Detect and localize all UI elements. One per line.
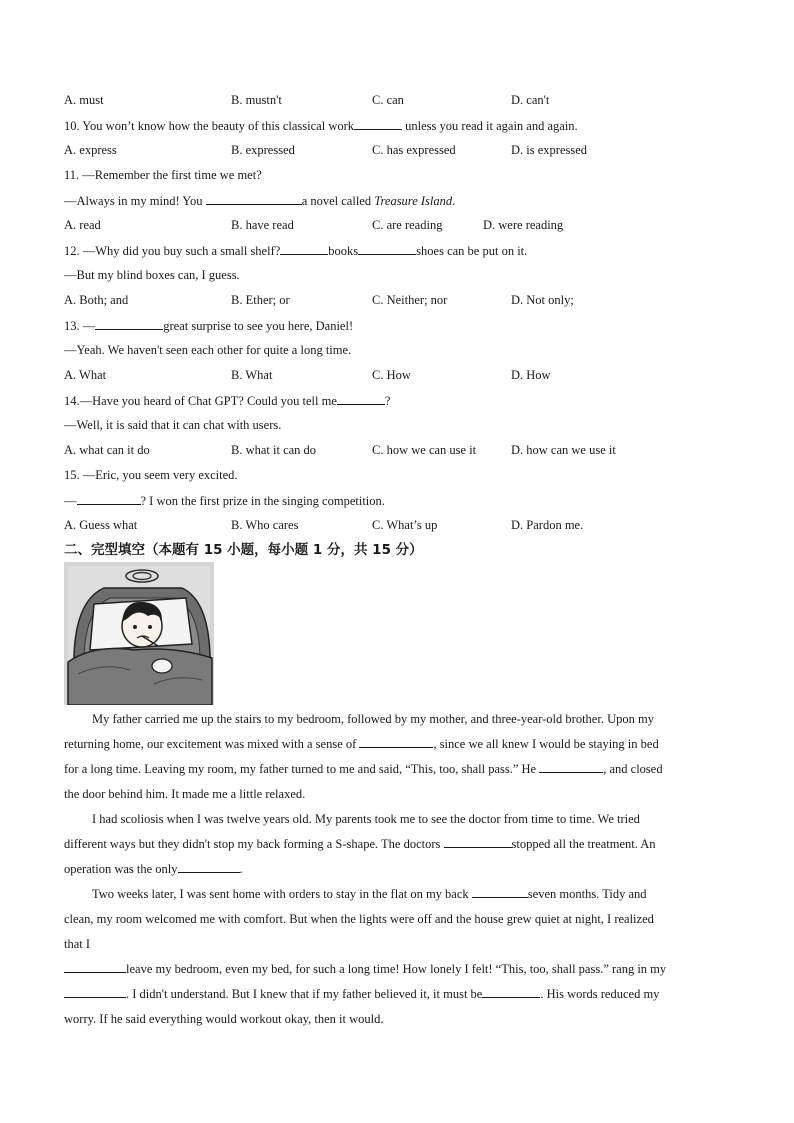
- q11-line1: 11. —Remember the first time we met?: [64, 168, 262, 182]
- q12-blank-1[interactable]: [280, 242, 328, 255]
- cloze-blank-8[interactable]: [482, 985, 540, 998]
- q10-text-b: unless you read it again and again.: [402, 119, 578, 133]
- q13-option-b: B. What: [231, 368, 273, 382]
- section-2-title: 二、完型填空（本题有 15 小题，每小题 1 分，共 15 分）: [64, 542, 423, 558]
- sick-child-illustration: [64, 562, 214, 705]
- q9-option-b: B. mustn't: [231, 93, 282, 107]
- passage-p2-text-a: different ways but they didn't stop my back forming a S-shape. The doctors: [64, 837, 444, 851]
- passage-paragraph-1: [64, 707, 730, 807]
- q14-line2: —Well, it is said that it can chat with users.: [64, 418, 282, 432]
- passage-p3-line-5: [64, 982, 730, 1007]
- q10-stem: [64, 117, 578, 134]
- q11-blank[interactable]: [206, 192, 302, 205]
- passage-p3-text-a: Two weeks later, I was sent home with orders to stay in the flat on my back: [92, 887, 472, 901]
- q14-option-d: D. how can we use it: [511, 443, 616, 457]
- q11-option-d: D. were reading: [483, 218, 564, 232]
- q12-blank-2[interactable]: [358, 242, 416, 255]
- passage-paragraph-2: [64, 807, 730, 882]
- q12-option-b: B. Ether; or: [231, 293, 290, 307]
- passage-p2-line-2: [64, 832, 730, 857]
- q14-option-a: A. what can it do: [64, 443, 150, 457]
- q13-line2: —Yeah. We haven't seen each other for quite a long time.: [64, 343, 352, 357]
- passage-p2-line-3: [64, 857, 730, 882]
- q15-text-a: —: [64, 494, 77, 508]
- q15-option-c: C. What’s up: [372, 518, 438, 532]
- q13-option-c: C. How: [372, 368, 411, 382]
- passage-p3-text-b: seven months. Tidy and: [527, 887, 647, 901]
- cloze-blank-4[interactable]: [178, 860, 240, 873]
- passage-p2-line-1: I had scoliosis when I was twelve years old. My parents took me to see the doctor from time to time. We tried: [92, 812, 640, 826]
- q10-option-d: D. is expressed: [511, 143, 588, 157]
- passage-p2-text-c: operation was the only: [64, 862, 178, 876]
- q14-text-b: ?: [384, 394, 391, 408]
- passage-p3-line-1: [64, 882, 730, 907]
- passage-p3-line-3: that I: [64, 937, 91, 951]
- q13-text-a: 13. —: [64, 319, 96, 333]
- q11-option-c: C. are reading: [372, 218, 443, 232]
- q15-text-b: ? I won the first prize in the singing competition.: [140, 494, 385, 508]
- passage-p1-text-c: for a long time. Leaving my room, my father turned to me and said, “This, too, shall pass.” He: [64, 762, 540, 776]
- q12-text-c: shoes can be put on it.: [416, 244, 528, 258]
- passage-paragraph-3: [64, 882, 730, 1032]
- cloze-blank-5[interactable]: [472, 885, 528, 898]
- q14-blank[interactable]: [337, 392, 385, 405]
- cloze-blank-2[interactable]: [539, 760, 603, 773]
- passage-p1-line-4: the door behind him. It made me a little relaxed.: [64, 787, 306, 801]
- q12-line1: [64, 242, 527, 259]
- q10-option-a: A. express: [64, 143, 117, 157]
- q11-text-b: a novel called: [301, 194, 375, 208]
- q11-book-title: Treasure Island: [374, 194, 453, 208]
- q9-option-c: C. can: [372, 93, 404, 107]
- q15-option-d: D. Pardon me.: [511, 518, 584, 532]
- q11-text-c: .: [452, 194, 456, 208]
- q14-line1: [64, 392, 390, 409]
- passage-p3-text-c: leave my bedroom, even my bed, for such a long time! How lonely I felt! “This, too, shall pass.” rang in my: [126, 962, 667, 976]
- q10-blank[interactable]: [354, 117, 402, 130]
- q14-option-b: B. what it can do: [231, 443, 317, 457]
- q13-option-d: D. How: [511, 368, 551, 382]
- q13-line1: [64, 317, 353, 334]
- q12-text-a: 12. —Why did you buy such a small shelf?: [64, 244, 281, 258]
- passage-p3-line-2: clean, my room welcomed me with comfort. But when the lights were off and the house grew quiet at night, I realized: [64, 912, 654, 926]
- q15-option-a: A. Guess what: [64, 518, 138, 532]
- q12-option-a: A. Both; and: [64, 293, 129, 307]
- cloze-blank-6[interactable]: [64, 960, 126, 973]
- q15-line1: 15. —Eric, you seem very excited.: [64, 468, 238, 482]
- passage-p3-line-4: [64, 957, 730, 982]
- passage-p1-text-d: , and closed: [603, 762, 663, 776]
- q11-option-b: B. have read: [231, 218, 294, 232]
- q10-option-c: C. has expressed: [372, 143, 456, 157]
- cloze-blank-7[interactable]: [64, 985, 126, 998]
- passage-p3-text-d: . I didn't understand. But I knew that if my father believed it, it must be: [126, 987, 483, 1001]
- q15-option-b: B. Who cares: [231, 518, 299, 532]
- q9-option-d: D. can't: [511, 93, 550, 107]
- passage-p3-text-e: . His words reduced my: [540, 987, 660, 1001]
- q12-line2: —But my blind boxes can, I guess.: [64, 268, 240, 282]
- q14-text-a: 14.—Have you heard of Chat GPT? Could you tell me: [64, 394, 337, 408]
- q15-blank[interactable]: [77, 492, 141, 505]
- q13-text-b: great surprise to see you here, Daniel!: [163, 319, 354, 333]
- passage-p1-line-1: My father carried me up the stairs to my bedroom, followed by my mother, and three-year-old brother. Upon my: [92, 712, 654, 726]
- cloze-blank-1[interactable]: [359, 735, 433, 748]
- q12-option-d: D. Not only;: [511, 293, 574, 307]
- q14-option-c: C. how we can use it: [372, 443, 477, 457]
- q12-text-b: books: [328, 244, 359, 258]
- passage-p2-text-d: .: [239, 862, 243, 876]
- passage-p1-line-2: [64, 732, 730, 757]
- q13-blank[interactable]: [95, 317, 163, 330]
- cloze-blank-3[interactable]: [444, 835, 512, 848]
- q10-text-a: 10. You won’t know how the beauty of this classical work: [64, 119, 355, 133]
- sick-child-drawing: [64, 562, 214, 705]
- q11-option-a: A. read: [64, 218, 101, 232]
- q11-text-a: —Always in my mind! You: [64, 194, 206, 208]
- passage-p1-line-3: [64, 757, 730, 782]
- q13-option-a: A. What: [64, 368, 107, 382]
- passage-p3-line-6: worry. If he said everything would workout okay, then it would.: [64, 1012, 384, 1026]
- passage-p2-text-b: stopped all the treatment. An: [511, 837, 656, 851]
- q15-line2: [64, 492, 385, 509]
- q11-line2: [64, 192, 455, 209]
- passage-p1-text-b: , since we all knew I would be staying in bed: [433, 737, 659, 751]
- q9-option-a: A. must: [64, 93, 104, 107]
- passage-p1-text-a: returning home, our excitement was mixed with a sense of: [64, 737, 360, 751]
- q12-option-c: C. Neither; nor: [372, 293, 448, 307]
- q10-option-b: B. expressed: [231, 143, 295, 157]
